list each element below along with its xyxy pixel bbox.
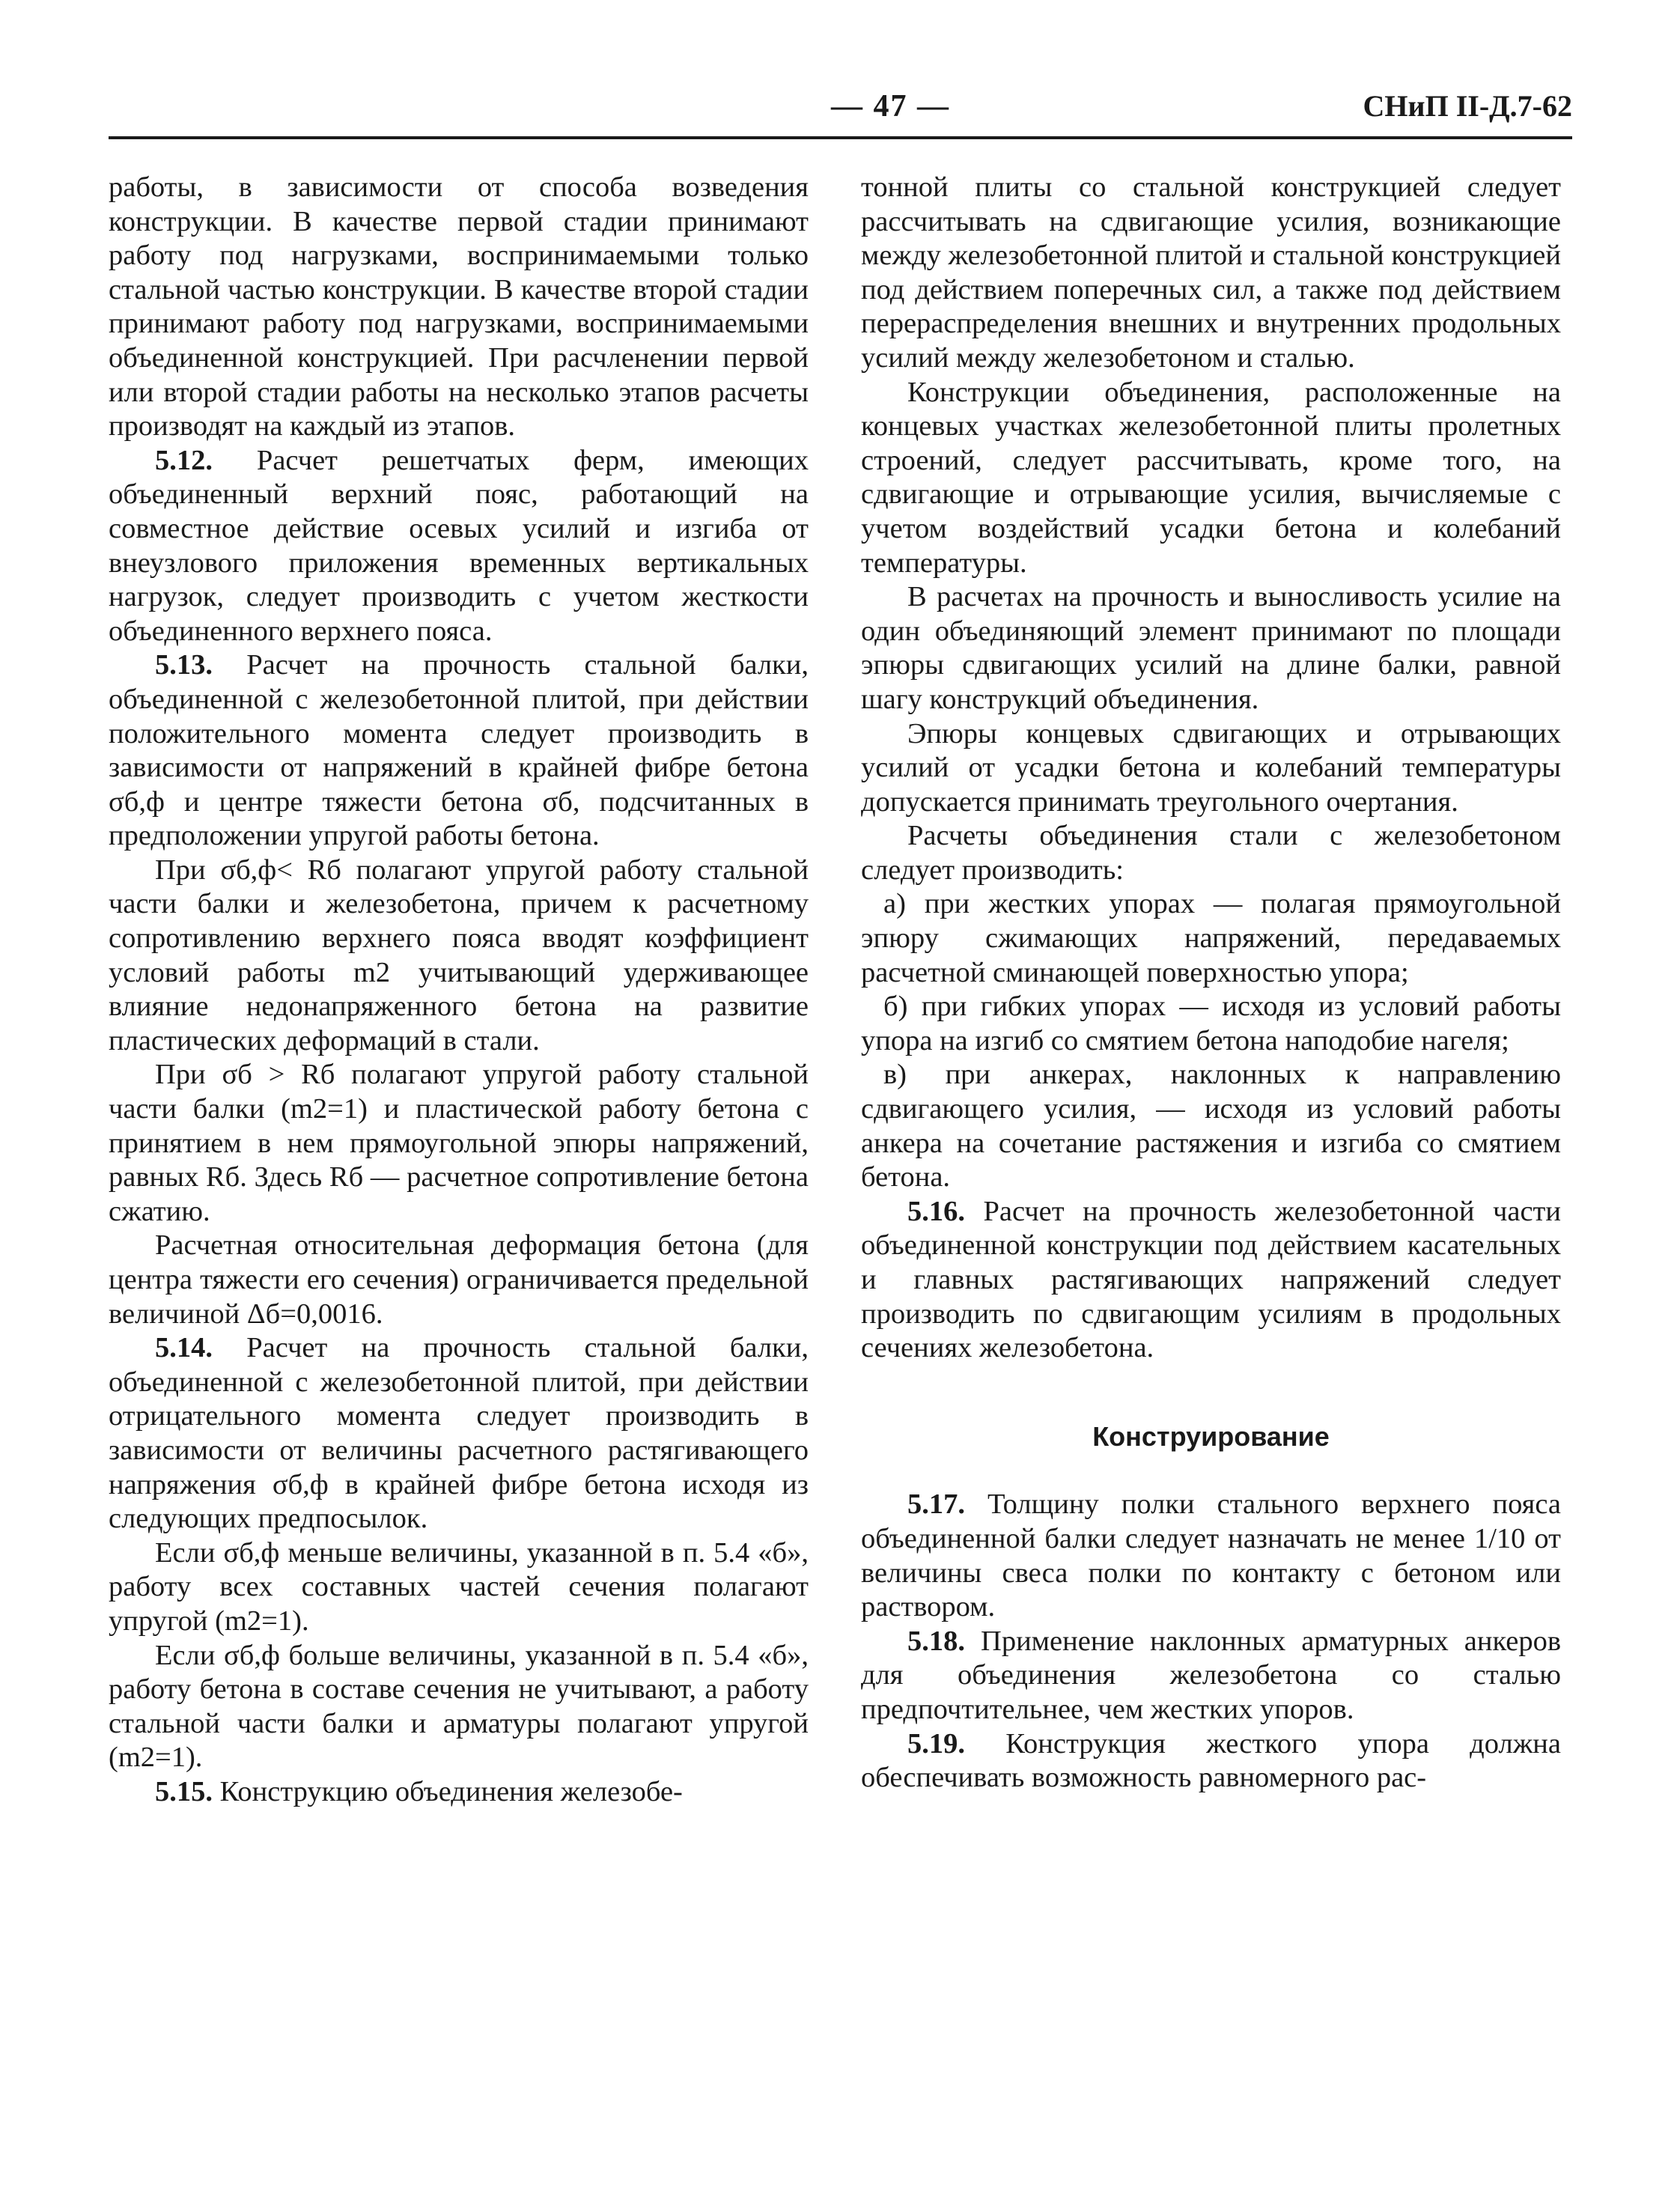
section-text: Конструкция жесткого упора должна обеспечивать возможность равномерного рас- <box>861 1727 1561 1794</box>
paragraph: Расчетная относительная деформация бетона (для центра тяжести его сечения) ограничивается предельной величиной Δб=0,0016. <box>109 1229 809 1330</box>
paragraph: Расчеты объединения стали с железобетоном следует производить: <box>861 820 1561 886</box>
paragraph: работы, в зависимости от способа возведения конструкции. В качестве первой стадии принимают работу под нагрузками, воспринимаемыми только стальной частью конструкции. В качестве второй стадии принимают работу под нагрузками, воспринимаемыми объединенной конструкцией. При расчленении первой или второй стадии работы на несколько этапов расчеты производят на каждый из этапов. <box>109 171 809 442</box>
section-5-19 <box>861 1727 1561 1795</box>
list-item: б) при гибких упорах — исходя из условий работы упора на изгиб со смятием бетона наподобие нагеля; <box>861 991 1561 1056</box>
paragraph: При σб > Rб полагают упругой работу стальной части балки (m2=1) и пластической работу бетона с принятием в нем прямоугольной эпюры напряжений, равных Rб. Здесь Rб — расчетное сопротивление бетона сжатию. <box>109 1059 809 1227</box>
section-heading: Конструирование <box>1092 1420 1330 1452</box>
section-5-17 <box>861 1488 1561 1624</box>
right-column <box>861 171 1561 1795</box>
list-item: в) при анкерах, наклонных к направлению сдвигающего усилия, — исходя из условий работы анкера на сочетание растяжения и изгиба со смятием бетона. <box>861 1059 1561 1193</box>
section-number: 5.18. <box>907 1625 965 1657</box>
section-number: 5.13. <box>155 649 213 681</box>
document-code: СНиП II-Д.7-62 <box>1363 89 1572 123</box>
paragraph: При σб,ф< Rб полагают упругой работу стальной части балки и железобетона, причем к расчетному сопротивлению верхнего пояса вводят коэффициент условий работы m2 учитывающий удерживающее влияние недонапряженного бетона на развитие пластических деформаций в стали. <box>109 854 809 1056</box>
section-number: 5.15. <box>155 1775 213 1807</box>
section-5-18 <box>861 1625 1561 1727</box>
page-header <box>109 88 1572 133</box>
section-number: 5.17. <box>907 1488 965 1521</box>
section-5-13 <box>109 648 809 854</box>
header-rule <box>109 136 1572 139</box>
section-text: Расчет решетчатых ферм, имеющих объединенный верхний пояс, работающий на совместное действие осевых усилий и изгиба от внеузлового приложения временных вертикальных нагрузок, следует производить с учетом жесткости объединенного верхнего пояса. <box>109 444 809 647</box>
section-number: 5.19. <box>907 1727 965 1760</box>
section-text: Толщину полки стального верхнего пояса объединенной балки следует назначать не менее 1/10 от величины свеса полки по контакту с бетоном или раствором. <box>861 1488 1561 1623</box>
section-number: 5.14. <box>155 1332 213 1364</box>
paragraph: тонной плиты со стальной конструкцией следует рассчитывать на сдвигающие усилия, возникающие между железобетонной плитой и стальной конструкцией под действием поперечных сил, а также под действием перераспределения внешних и внутренних продольных усилий между железобетоном и сталью. <box>861 171 1561 374</box>
paragraph: Если σб,ф больше величины, указанной в п. 5.4 «б», работу бетона в составе сечения не учитывают, а работу стальной части балки и арматуры полагают упругой (m2=1). <box>109 1639 809 1774</box>
paragraph: Если σб,ф меньше величины, указанной в п. 5.4 «б», работу всех составных частей сечения полагают упругой (m2=1). <box>109 1536 809 1637</box>
list-item: а) при жестких упорах — полагая прямоугольной эпюру сжимающих напряжений, передаваемых расчетной сминающей поверхностью упора; <box>861 888 1561 988</box>
page-number: — 47 — <box>831 89 950 124</box>
section-text: Конструкцию объединения железобе- <box>219 1775 683 1807</box>
section-5-14 <box>109 1331 809 1536</box>
paragraph: В расчетах на прочность и выносливость усилие на один объединяющий элемент принимают по площади эпюры сдвигающих усилий на длине балки, равной шагу конструкций объединения. <box>861 581 1561 715</box>
paragraph: Эпюры концевых сдвигающих и отрывающих усилий от усадки бетона и колебаний температуры допускается принимать треугольного очертания. <box>861 717 1561 818</box>
paragraph: Конструкции объединения, расположенные на концевых участках железобетонной плиты пролетных строений, следует рассчитывать, кроме того, на сдвигающие и отрывающие усилия, вычисляемые с учетом воздействий усадки бетона и колебаний температуры. <box>861 376 1561 579</box>
section-text: Расчет на прочность стальной балки, объединенной с железобетонной плитой, при действии отрицательного момента следует производить в зависимости от величины расчетного растягивающего напряжения σб,ф в крайней фибре бетона исходя из следующих предпосылок. <box>109 1332 809 1535</box>
left-column <box>109 171 809 1810</box>
section-5-12 <box>109 444 809 649</box>
section-5-16 <box>861 1195 1561 1366</box>
section-5-15 <box>109 1775 809 1810</box>
section-text: Применение наклонных арматурных анкеров для объединения железобетона со сталью предпочтительнее, чем жестких упоров. <box>861 1625 1562 1725</box>
section-text: Расчет на прочность железобетонной части объединенной конструкции под действием касательных и главных растягивающих напряжений следует производить по сдвигающим усилиям в продольных сечениях железобетона. <box>861 1195 1561 1364</box>
section-number: 5.12. <box>155 444 213 476</box>
section-text: Расчет на прочность стальной балки, объединенной с железобетонной плитой, при действии положительного момента следует производить в зависимости от напряжений в крайней фибре бетона σб,ф и центре тяжести бетона σб, подсчитанных в предположении упругой работы бетона. <box>109 649 809 852</box>
section-number: 5.16. <box>907 1195 965 1227</box>
